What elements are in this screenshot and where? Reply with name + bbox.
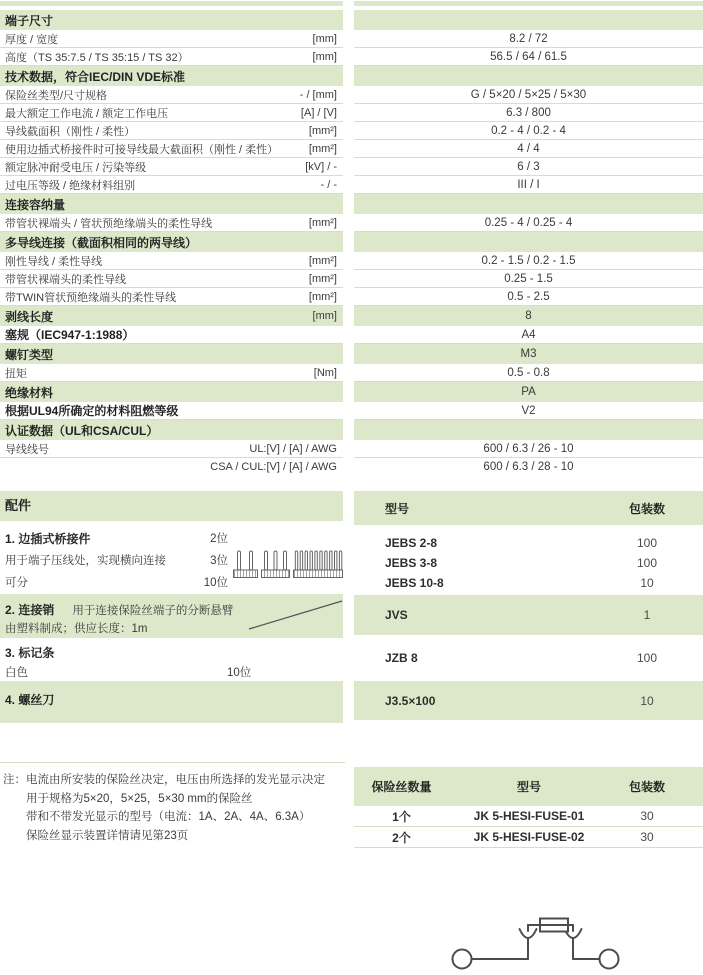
models-table-header [354, 491, 703, 525]
spec-label-cell [0, 158, 343, 176]
spec-row [0, 214, 703, 232]
spec-value: 0.2 - 4 / 0.2 - 4 [491, 124, 566, 137]
spec-unit: UL:[V] / [A] / AWG [249, 442, 337, 455]
spec-value: 8.2 / 72 [509, 32, 548, 45]
spec-label-cell [0, 176, 343, 194]
accessory-desc: 用于端子压线处，实现横向连接 [5, 555, 166, 567]
spec-unit: CSA / CUL:[V] / [A] / AWG [210, 461, 337, 473]
spec-label: 额定脉冲耐受电压 / 污染等级 [5, 161, 147, 174]
spec-label: 过电压等级 / 绝缘材料组别 [5, 179, 136, 192]
spec-value: 4 / 4 [517, 142, 540, 155]
spec-section-header-row [0, 66, 703, 86]
spec-value-cell [354, 326, 703, 344]
accessory-desc: 可分 [5, 577, 28, 589]
spec-row [0, 270, 703, 288]
spec-value: 0.2 - 1.5 / 0.2 - 1.5 [481, 254, 576, 267]
model-row [354, 553, 703, 573]
column-header-model: 型号 [516, 780, 541, 794]
model-name: JEBS 2-8 [385, 536, 438, 550]
accessory-desc: 用于连接保险丝端子的分断悬臂 [72, 605, 234, 617]
footnote [3, 771, 353, 845]
spec-label-cell [0, 458, 343, 476]
column-gap [343, 420, 354, 440]
pack-qty: 30 [640, 809, 654, 823]
spec-value-cell [354, 140, 703, 158]
spec-unit: [A] / [V] [300, 106, 337, 119]
spec-label-cell [0, 270, 343, 288]
spec-label-cell [0, 252, 343, 270]
spec-row [0, 86, 703, 104]
spec-value: M3 [520, 348, 537, 360]
spec-label: 导线截面积（刚性 / 柔性） [5, 125, 136, 138]
spec-value: 600 / 6.3 / 26 - 10 [483, 442, 574, 455]
model-name: JEBS 10-8 [385, 576, 444, 590]
column-gap [343, 122, 354, 140]
spec-row [0, 440, 703, 458]
spec-label-cell [0, 66, 343, 86]
column-gap [343, 232, 354, 252]
accessory-models-table [354, 491, 703, 720]
fuse-count: 1个 [392, 809, 411, 824]
model-name: JEBS 3-8 [385, 556, 438, 570]
column-gap [343, 66, 354, 86]
spec-table [0, 10, 703, 476]
spec-value-cell [354, 402, 703, 420]
footnote-line: 保险丝显示装置详情请见第23页 [26, 829, 189, 842]
column-gap [343, 306, 354, 326]
spec-unit: [mm] [312, 50, 337, 63]
spec-value-cell [354, 270, 703, 288]
spec-label-cell [0, 382, 343, 402]
spec-label-cell [0, 30, 343, 48]
spec-value: 0.5 - 2.5 [507, 290, 550, 303]
spec-row [0, 158, 703, 176]
spec-value-cell [354, 382, 703, 402]
spec-row [0, 48, 703, 66]
left-terminal-circle [453, 950, 472, 969]
jumper-bridge-icon [233, 547, 343, 583]
column-gap [343, 194, 354, 214]
spec-label: 使用边插式桥接件时可接导线最大截面积（刚性 / 柔性） [5, 143, 279, 156]
spec-unit: [mm²] [308, 142, 337, 155]
accessory-pin-item [0, 594, 343, 638]
accessory-bridge-item [0, 521, 343, 594]
spec-value: 0.5 - 0.8 [507, 366, 550, 379]
spec-label-cell [0, 214, 343, 232]
column-gap [343, 252, 354, 270]
spec-label-cell [0, 306, 343, 326]
accessory-title: 3. 标记条 [5, 646, 55, 660]
spec-label: 带管状裸端头的柔性导线 [5, 273, 126, 286]
footnote-line: 电流由所安装的保险丝决定，电压由所选择的发光显示决定 [26, 774, 325, 786]
spec-section-header-row [0, 420, 703, 440]
spec-value-cell [354, 252, 703, 270]
model-name: JZB 8 [385, 651, 418, 665]
spec-label: 最大额定工作电流 / 额定工作电压 [5, 107, 169, 120]
spec-section-header-row [0, 10, 703, 30]
spec-unit: - / - [320, 178, 337, 191]
spec-label-cell [0, 232, 343, 252]
spec-row [0, 288, 703, 306]
pack-qty: 100 [636, 651, 658, 665]
spec-label: 认证数据（UL和CSA/CUL） [5, 423, 159, 438]
model-row [354, 573, 703, 593]
spec-row [0, 30, 703, 48]
model-name: JVS [385, 608, 408, 622]
spec-value: 0.25 - 1.5 [504, 272, 553, 285]
spec-value-cell [354, 176, 703, 194]
spec-row [0, 176, 703, 194]
spec-value-cell [354, 158, 703, 176]
spec-value: 6.3 / 800 [506, 106, 551, 119]
spec-label: 带TWIN管状预绝缘端头的柔性导线 [5, 291, 177, 304]
spec-label: 厚度 / 宽度 [5, 33, 59, 46]
spec-value-cell [354, 30, 703, 48]
spec-value-cell [354, 86, 703, 104]
fuse-variant-row [354, 806, 703, 827]
column-gap [343, 214, 354, 232]
column-gap [343, 402, 354, 420]
column-gap [343, 176, 354, 194]
accessories-panel [0, 491, 343, 723]
pack-qty: 1 [643, 608, 651, 622]
spec-label: 多导线连接（截面积相同的两导线） [5, 235, 198, 250]
column-gap [343, 270, 354, 288]
spec-label: 连接容纳量 [5, 197, 66, 212]
spec-unit: [Nm] [313, 366, 337, 379]
spec-section-header-row [0, 344, 703, 364]
footnote-text [26, 771, 325, 845]
spec-value-cell [354, 306, 703, 326]
spec-value: A4 [521, 328, 536, 341]
top-divider-strip-left [0, 1, 343, 6]
model-name: J3.5×100 [385, 693, 436, 708]
accessory-desc: 由塑料制成；供应长度：1m [5, 623, 148, 635]
connecting-pin-icon [248, 599, 343, 631]
accessory-qty: 10位 [203, 577, 228, 589]
spec-value-cell [354, 194, 703, 214]
spec-value-cell [354, 10, 703, 30]
spec-row [0, 326, 703, 344]
spec-value: 600 / 6.3 / 28 - 10 [483, 461, 574, 473]
spec-label-cell [0, 326, 343, 344]
spec-row [0, 364, 703, 382]
spec-label: 保险丝类型/尺寸规格 [5, 89, 108, 102]
column-gap [343, 458, 354, 476]
accessory-title: 2. 连接销 [5, 603, 55, 617]
model-row [354, 595, 703, 635]
spec-label-cell [0, 86, 343, 104]
spec-label: 导线线号 [5, 443, 49, 456]
spec-label-cell [0, 440, 343, 458]
spec-unit: [mm²] [308, 272, 337, 285]
divider-line [0, 762, 345, 763]
spec-value: 56.5 / 64 / 61.5 [490, 50, 567, 63]
column-gap [343, 382, 354, 402]
fuse-terminal-circuit-diagram [440, 903, 635, 975]
models-group [354, 681, 703, 720]
fuse-table-header [354, 767, 703, 806]
column-gap [343, 158, 354, 176]
spec-value-cell [354, 420, 703, 440]
pack-qty: 30 [640, 830, 654, 844]
accessory-screwdriver-item [0, 681, 343, 723]
pack-qty: 100 [636, 556, 658, 570]
footnote-line: 带和不带发光显示的型号（电流：1A、2A、4A、6.3A） [26, 811, 311, 823]
spec-label-cell [0, 104, 343, 122]
spec-value-cell [354, 458, 703, 476]
spec-value-cell [354, 214, 703, 232]
footnote-prefix: 注： [3, 774, 26, 786]
spec-label: 刚性导线 / 柔性导线 [5, 255, 103, 268]
spec-section-header-row [0, 232, 703, 252]
spec-value: PA [521, 386, 536, 398]
footnote-line: 用于规格为5×20，5×25，5×30 mm的保险丝 [26, 792, 253, 805]
spec-row [0, 458, 703, 476]
column-gap [343, 48, 354, 66]
spec-section-header-row [0, 306, 703, 326]
spec-value: III / I [517, 178, 540, 191]
spec-label: 根据UL94所确定的材料阻燃等级 [5, 404, 179, 418]
top-divider-strip-right [354, 1, 703, 6]
spec-row [0, 122, 703, 140]
spec-label-cell [0, 194, 343, 214]
spec-value-cell [354, 66, 703, 86]
spec-row [0, 402, 703, 420]
column-gap [343, 30, 354, 48]
spec-label: 塞规（IEC947-1:1988） [5, 328, 135, 342]
column-gap [343, 10, 354, 30]
model-row [354, 681, 703, 720]
spec-label: 高度（TS 35:7.5 / TS 35:15 / TS 32） [5, 51, 189, 64]
column-gap [343, 288, 354, 306]
spec-unit: - / [mm] [299, 88, 337, 101]
spec-section-header-row [0, 382, 703, 402]
right-terminal-circle [600, 950, 619, 969]
models-group [354, 595, 703, 635]
spec-unit: [mm²] [308, 216, 337, 229]
spec-label: 螺钉类型 [5, 347, 54, 362]
column-header-model: 型号 [385, 501, 410, 516]
spec-unit: [mm²] [308, 254, 337, 267]
spec-value: 0.25 - 4 / 0.25 - 4 [484, 216, 573, 229]
column-header-fuse-count: 保险丝数量 [371, 780, 432, 794]
spec-row [0, 104, 703, 122]
spec-value: G / 5×20 / 5×25 / 5×30 [470, 88, 587, 101]
spec-value-cell [354, 364, 703, 382]
pack-qty: 10 [640, 693, 654, 708]
spec-label-cell [0, 48, 343, 66]
column-header-pack-qty: 包装数 [628, 780, 665, 794]
accessory-title: 4. 螺丝刀 [5, 693, 55, 707]
accessory-qty: 10位 [227, 667, 252, 679]
spec-row [0, 140, 703, 158]
spec-unit: [mm] [312, 32, 337, 45]
column-gap [343, 86, 354, 104]
spec-value-cell [354, 288, 703, 306]
fuse-variants-table [354, 767, 703, 848]
accessory-qty: 3位 [210, 555, 228, 567]
fuse-variant-row [354, 827, 703, 848]
spec-value: 6 / 3 [517, 160, 540, 173]
spec-label-cell [0, 122, 343, 140]
spec-label-cell [0, 420, 343, 440]
pack-qty: 100 [636, 536, 658, 550]
model-row [354, 533, 703, 553]
spec-row [0, 252, 703, 270]
fuse-count: 2个 [392, 830, 411, 845]
model-name: JK 5-HESI-FUSE-01 [473, 809, 585, 823]
spec-value-cell [354, 232, 703, 252]
spec-label-cell [0, 364, 343, 382]
pack-qty: 10 [640, 576, 654, 590]
column-gap [343, 440, 354, 458]
accessory-title: 1. 边插式桥接件 [5, 532, 91, 546]
model-row [354, 635, 703, 681]
spec-label-cell [0, 140, 343, 158]
models-group [354, 635, 703, 681]
spec-value: V2 [521, 404, 536, 417]
accessory-marker-item [0, 638, 343, 681]
spec-unit: [kV] / - [305, 160, 337, 173]
spec-label: 剥线长度 [5, 309, 54, 324]
column-gap [343, 104, 354, 122]
spec-label-cell [0, 402, 343, 420]
accessory-qty: 2位 [210, 533, 228, 545]
column-gap [343, 326, 354, 344]
spec-value: 8 [525, 310, 532, 322]
spec-label: 技术数据，符合IEC/DIN VDE标准 [5, 69, 186, 84]
spec-label: 端子尺寸 [5, 13, 54, 28]
accessory-desc: 白色 [5, 667, 28, 679]
spec-unit: [mm] [312, 310, 337, 322]
spec-unit: [mm²] [308, 290, 337, 303]
spec-value-cell [354, 48, 703, 66]
column-gap [343, 140, 354, 158]
accessories-section-title: 配件 [0, 491, 343, 521]
spec-value-cell [354, 344, 703, 364]
spec-unit: [mm²] [308, 124, 337, 137]
column-gap [343, 344, 354, 364]
column-gap [343, 364, 354, 382]
model-name: JK 5-HESI-FUSE-02 [473, 830, 585, 844]
spec-section-header-row [0, 194, 703, 214]
spec-label: 绝缘材料 [5, 385, 54, 400]
models-group [354, 525, 703, 595]
spec-label-cell [0, 344, 343, 364]
spec-value-cell [354, 104, 703, 122]
spec-label: 扭矩 [5, 367, 27, 380]
column-header-pack-qty: 包装数 [628, 501, 665, 516]
spec-label-cell [0, 10, 343, 30]
spec-label: 带管状裸端头 / 管状预绝缘端头的柔性导线 [5, 217, 213, 230]
spec-value-cell [354, 440, 703, 458]
spec-value-cell [354, 122, 703, 140]
spec-label-cell [0, 288, 343, 306]
